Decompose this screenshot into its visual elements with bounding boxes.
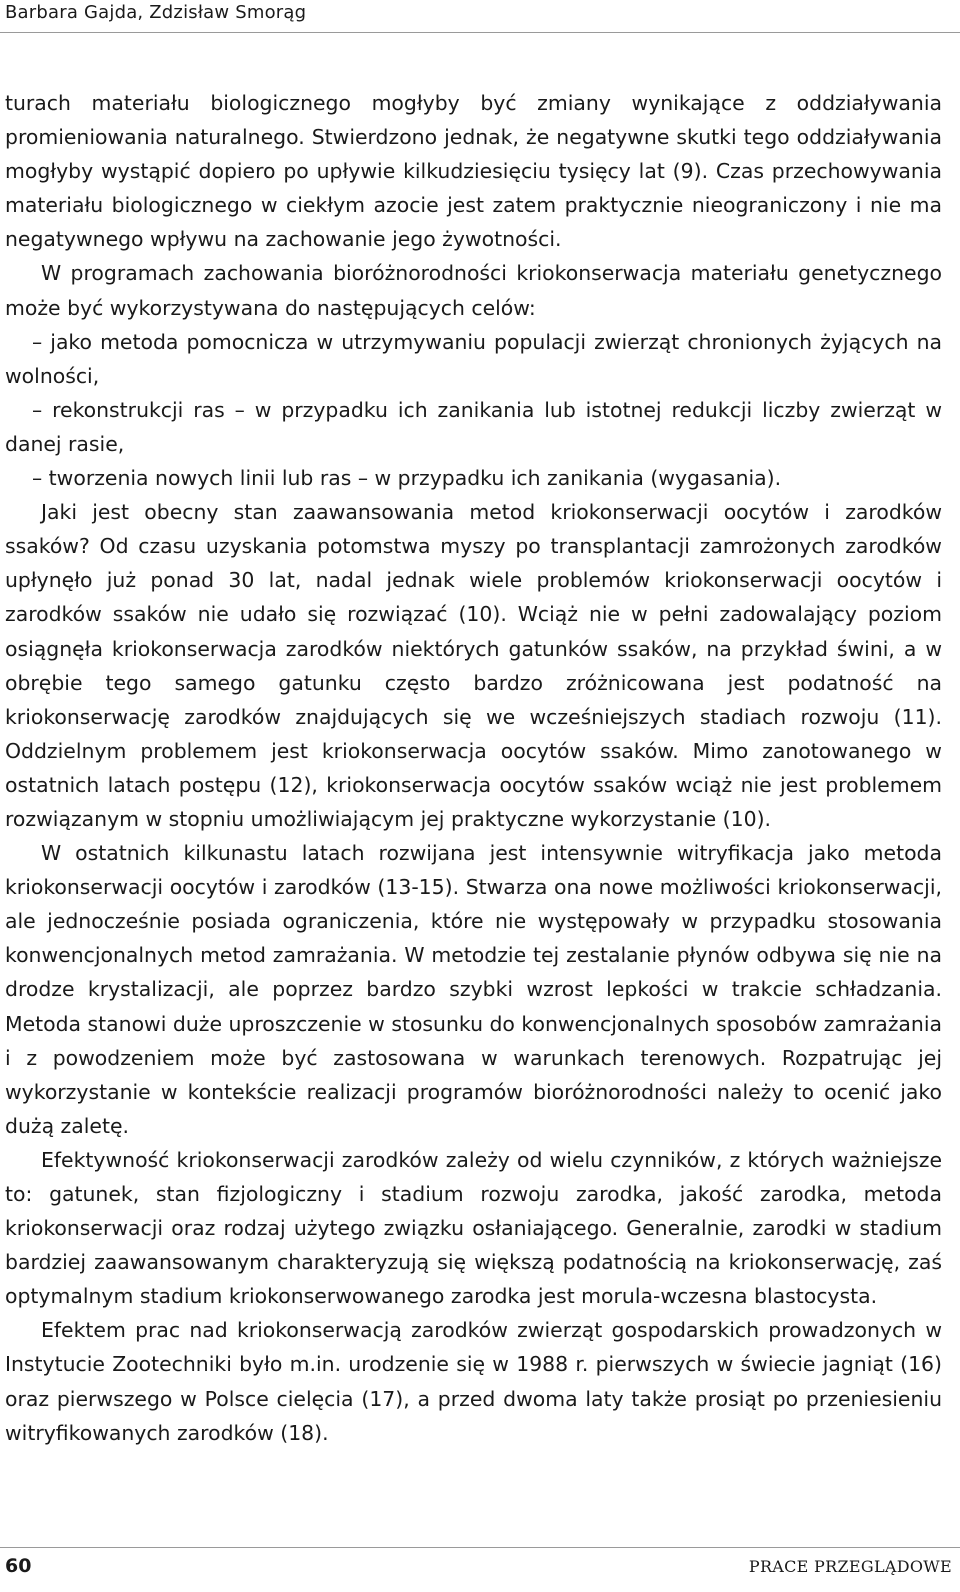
paragraph-conservation-goals: W programach zachowania bioróżnorodności kriokonserwacja materiału genetycznego może być wykorzystywana do następujących celów: (5, 261, 942, 320)
list-item-auxiliary-method: – jako metoda pomocnicza w utrzymywaniu populacji zwierząt chronionych żyjących na wolności, (5, 329, 942, 388)
journal-section-label: PRACE PRZEGLĄDOWE (748, 1557, 952, 1576)
paragraph-vitrification: W ostatnich kilkunastu latach rozwijana jest intensywnie witryfikacja jako metoda kriokonserwacji oocytów i zarodków (13-15). Stwarza ona nowe możliwości kriokonserwacji, ale jednocześnie posiada ograniczenia, które nie występowały w przypadku stosowania konwencjonalnych metod zamrażania. W metodzie tej zestalanie płynów odbywa się nie na drodze krystalizacji, ale poprzez bardzo szybki wzrost lepkości w trakcie schładzania. Metoda stanowi duże uproszczenie w stosunku do konwencjonalnych sposobów zamrażania i z powodzeniem może być zastosowana w warunkach terenowych. Rozpatrując jej wykorzystanie w kontekście realizacji programów bioróżnorodności należy to ocenić jako dużą zaletę. (5, 841, 942, 1138)
article-body (5, 86, 942, 1450)
running-header-authors: Barbara Gajda, Zdzisław Smorąg (5, 2, 307, 23)
paragraph-efficiency-factors: Efektywność kriokonserwacji zarodków zależy od wielu czynników, z których ważniejsze to: gatunek, stan fizjologiczny i stadium rozwoju zarodka, jakość zarodka, metoda kriokonserwacji oraz rodzaj użytego związku osłaniającego. Generalnie, zarodki w stadium bardziej zaawansowanym charakteryzują się większą podatnością na kriokonserwację, zaś optymalnym stadium kriokonserwowanego zarodka jest morula-wczesna blastocysta. (5, 1147, 942, 1309)
footer-divider (0, 1547, 960, 1548)
header-divider (0, 32, 960, 33)
paragraph-cryopreservation-state: Jaki jest obecny stan zaawansowania metod kriokonserwacji oocytów i zarodków ssaków? Od czasu uzyskania potomstwa myszy po transplantacji zamrożonych zarodków upłynęło już ponad 30 lat, nadal jednak wiele problemów kriokonserwacji oocytów i zarodków ssaków nie udało się rozwiązać (10). Wciąż nie w pełni zadowalający poziom osiągnęła kriokonserwacja zarodków niektórych gatunków ssaków, na przykład świni, a w obrębie tego samego gatunku często bardzo zróżnicowana jest podatność na kriokonserwację zarodków znajdujących się we wcześniejszych stadiach rozwoju (11). Oddzielnym problemem jest kriokonserwacja oocytów ssaków. Mimo zanotowanego w ostatnich latach postępu (12), kriokonserwacja oocytów ssaków wciąż nie jest problemem rozwiązanym w stopniu umożliwiającym jej praktyczne wykorzystanie (10). (5, 500, 942, 831)
paragraph-institute-results: Efektem prac nad kriokonserwacją zarodków zwierząt gospodarskich prowadzonych w Instytucie Zootechniki było m.in. urodzenie się w 1988 r. pierwszych w świecie jagniąt (16) oraz pierwszego w Polsce cielęcia (17), a przed dwoma laty także prosiąt po przeniesieniu witryfikowanych zarodków (18). (5, 1318, 942, 1445)
paragraph-continuation: turach materiału biologicznego mogłyby być zmiany wynikające z oddziaływania promieniowania naturalnego. Stwierdzono jednak, że negatywne skutki tego oddziaływania mogłyby wystąpić dopiero po upływie kilkudziesięciu tysięcy lat (9). Czas przechowywania materiału biologicznego w ciekłym azocie jest zatem praktycznie nieograniczony i nie ma negatywnego wpływu na zachowanie jego żywotności. (5, 91, 942, 252)
list-item-new-lines: – tworzenia nowych linii lub ras – w przypadku ich zanikania (wygasania). (32, 466, 782, 491)
list-item-breed-reconstruction: – rekonstrukcji ras – w przypadku ich zanikania lub istotnej redukcji liczby zwierząt w danej rasie, (5, 397, 942, 456)
page-number: 60 (5, 1555, 32, 1577)
